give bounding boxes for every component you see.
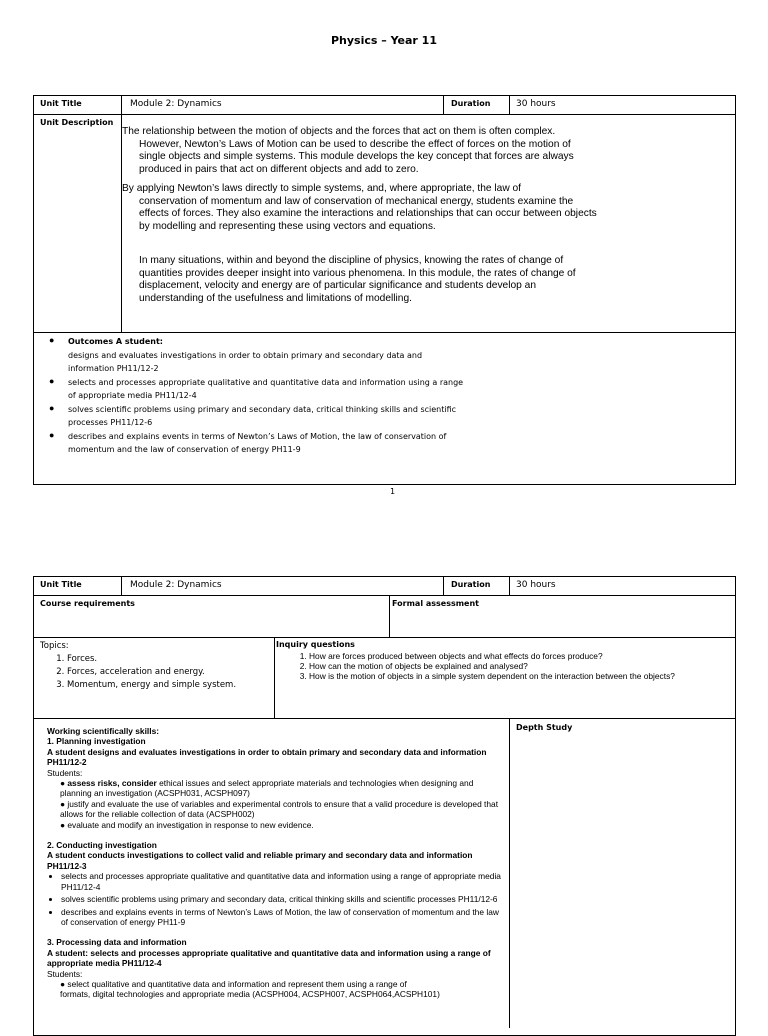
topics-list [38, 653, 297, 692]
outcomes-heading: Outcomes A student: [68, 337, 163, 346]
bullet-icon: ● [49, 376, 55, 386]
description-line: By applying Newton’s laws directly to simple systems, and, where appropriate, the law of [122, 183, 522, 194]
topic-item: 2. Forces, acceleration and energy. [67, 666, 297, 679]
page-number: 1 [390, 487, 396, 496]
description-line: produced in pairs that act on different objects and add to zero. [139, 163, 419, 175]
bullet-icon: ● [49, 430, 55, 440]
inquiry-item: 2. How can the motion of objects be explained and analysed? [309, 661, 679, 671]
outcome-line: designs and evaluates investigations in order to obtain primary and secondary data and [68, 350, 423, 360]
outcome-line: selects and processes appropriate qualitative and quantitative data and information using a range [68, 377, 464, 387]
outcomes-list [68, 335, 728, 457]
students-label: Students: [47, 968, 83, 979]
document-title: Physics – Year 11 [330, 34, 437, 47]
duration-value: 30 hours [516, 99, 556, 109]
depth-study-label: Depth Study [516, 723, 573, 732]
ws-bullet: ● justify and evaluate the use of variables and experimental controls to ensure that a valid procedure is developed that allows for the reliable collection of data (ACSPH002) [60, 798, 499, 820]
inquiry-item: 3. How is the motion of objects in a simple system dependent on the interaction between the objects? [309, 671, 679, 681]
description-line: effects of forces. They also examine the interactions and relationships that can occur between objects [139, 208, 597, 219]
bullet-icon: ● [49, 335, 55, 345]
ws-section-3-title: 3. Processing data and information [47, 937, 187, 948]
ws-bullet-bold: ● assess risks, consider [60, 778, 157, 789]
topic-item: 3. Momentum, energy and simple system. [67, 679, 297, 692]
ws-heading: Working scientifically skills: [47, 726, 160, 736]
duration-value: 30 hours [516, 580, 556, 590]
description-line: However, Newton’s Laws of Motion can be used to describe the effect of forces on the motion of [139, 138, 571, 150]
outcome-line: of appropriate media PH11/12-4 [68, 391, 197, 400]
inquiry-questions-list [280, 651, 679, 681]
description-line: The relationship between the motion of objects and the forces that act on them is often complex. [122, 126, 556, 137]
description-line: understanding of the usefulness and limitations of modelling. [139, 292, 412, 304]
unit-title-value: Module 2: Dynamics [130, 580, 222, 590]
ws-bullet: ● evaluate and modify an investigation in response to new evidence. [60, 819, 314, 830]
outcome-line: momentum and the law of conservation of energy PH11-9 [68, 445, 301, 454]
inquiry-questions-label: Inquiry questions [276, 640, 355, 649]
bullet-icon: ● [49, 403, 55, 413]
ws-section-2-title: 2. Conducting investigation [47, 840, 157, 851]
duration-label: Duration [451, 99, 491, 108]
description-line: by modelling and representing these using vectors and equations. [139, 220, 436, 232]
inquiry-item: 1. How are forces produced between objects and what effects do forces produce? [309, 651, 679, 661]
ws-list-item: • solves scientific problems using primary and secondary data, critical thinking skills and scientific processes PH11/12-6 [61, 894, 505, 904]
ws-section-1-outcome: A student designs and evaluates investigations in order to obtain primary and secondary data and information PH11/12-2 [47, 746, 487, 768]
ws-bullet-bold: ● select qualitative and quantitative data and information and represent them using a range of [60, 978, 407, 989]
ws-list-item: • describes and explains events in terms of Newton’s Laws of Motion, the law of conservation of momentum and the law of conservation of energy PH11-9 [61, 907, 505, 928]
outcome-line: information PH11/12-2 [68, 364, 159, 373]
course-requirements-label: Course requirements [40, 599, 135, 608]
ws-section-2-list [47, 871, 505, 927]
description-line: quantities provides deeper insight into various phenomena. In this module, the rates of change of [139, 267, 576, 279]
duration-label: Duration [451, 580, 491, 589]
description-line: conservation of momentum and law of conservation of mechanical energy, students examine the [139, 195, 574, 207]
description-line: In many situations, within and beyond the discipline of physics, knowing the rates of change of [139, 255, 564, 266]
ws-section-3-outcome: A student: selects and processes appropriate qualitative and quantitative data and information using a range of appropriate media PH11/12-4 [47, 947, 491, 969]
topic-item: 1. Forces. [67, 653, 297, 666]
ws-section-2-outcome: A student conducts investigations to collect valid and reliable primary and secondary data and information PH11/12-3 [47, 850, 473, 871]
outcome-line: processes PH11/12-6 [68, 418, 153, 427]
unit-description [122, 126, 734, 305]
description-line: displacement, velocity and energy are of particular significance and students develop an [139, 280, 536, 291]
ws-list-item: • selects and processes appropriate qualitative and quantitative data and information using a range of appropriate media PH11/12-4 [61, 871, 505, 892]
formal-assessment-label: Formal assessment [392, 599, 479, 608]
ws-bullet: formats, digital technologies and appropriate media (ACSPH004, ACSPH007, ACSPH064,ACSPH101) [60, 989, 440, 1000]
working-scientifically-section [47, 726, 505, 1000]
outcome-line: describes and explains events in terms of Newton’s Laws of Motion, the law of conservation of [68, 431, 447, 441]
outcome-line: solves scientific problems using primary and secondary data, critical thinking skills and scientific [68, 404, 457, 414]
unit-title-value: Module 2: Dynamics [130, 99, 222, 109]
ws-bullet-text: ethical issues and select appropriate materials and technologies when designing and planning an investigation (ACSPH031, ACSPH097) [60, 778, 474, 799]
topics-label: Topics: [40, 641, 69, 651]
description-line: single objects and simple systems. This module develops the key concept that forces are always [139, 151, 574, 162]
unit-title-label: Unit Title [40, 99, 82, 108]
ws-bullet [47, 778, 505, 799]
unit-title-label: Unit Title [40, 580, 82, 589]
students-label: Students: [47, 767, 83, 778]
unit-description-label: Unit Description [40, 118, 114, 127]
ws-section-1-title: 1. Planning investigation [47, 736, 146, 747]
